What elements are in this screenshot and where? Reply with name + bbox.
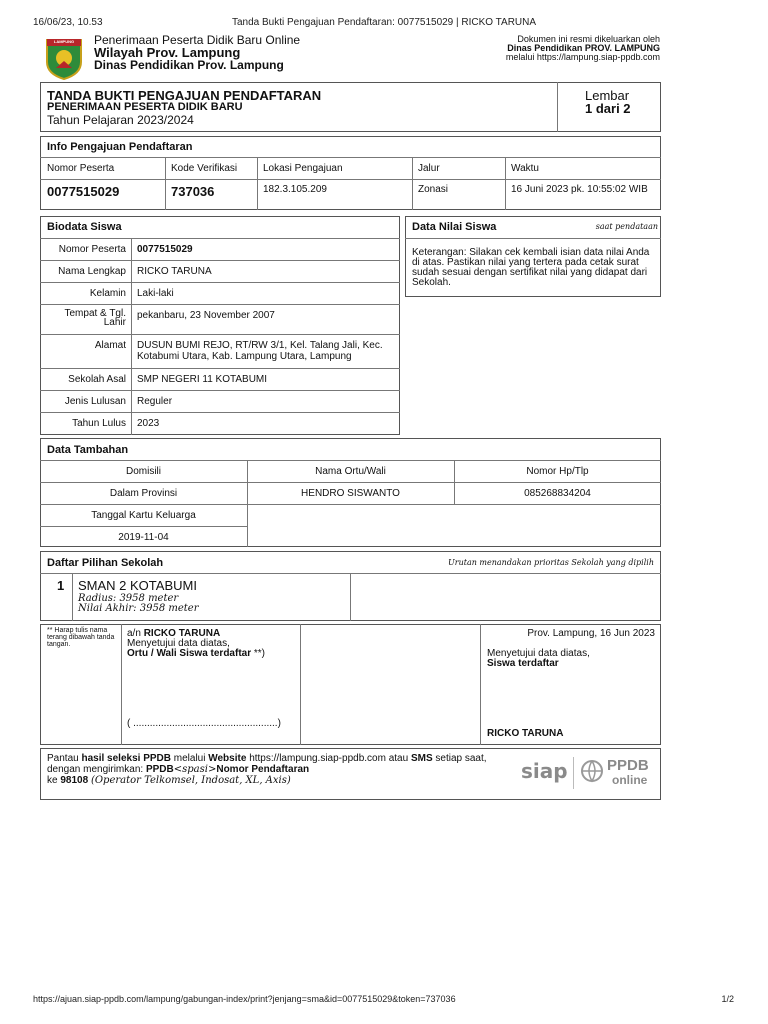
doc-year: Tahun Pelajaran 2023/2024 — [47, 113, 194, 127]
tambahan-heading: Data Tambahan — [47, 444, 129, 456]
siap-logo: siap — [521, 759, 568, 783]
print-datetime: 16/06/23, 10.53 — [33, 17, 103, 28]
info-nomor-value: 0077515029 — [47, 184, 120, 199]
biodata-value-nama: RICKO TARUNA — [137, 266, 212, 277]
footer-info-text: Pantau hasil seleksi PPDB melalui Website https://lampung.siap-ppdb.com atau SMS setiap saat, dengan mengirimkan: PPDB<spasi>Nomor Pendaftaran ke 98108 (Operator Telkomsel, Indosat, XL, Axis) — [47, 753, 487, 786]
tambahan-value-ortu: HENDRO SISWANTO — [301, 488, 400, 499]
info-lokasi-value: 182.3.105.209 — [263, 184, 327, 195]
pilihan-item-school: SMAN 2 KOTABUMI — [78, 578, 197, 593]
biodata-label-alamat: Alamat — [94, 340, 126, 351]
signature-note: ** Harap tulis nama terang dibawah tanda tangan. — [47, 627, 115, 648]
pilihan-item-radius: Radius: 3958 meter — [78, 593, 179, 604]
tambahan-header-ortu: Nama Ortu/Wali — [315, 466, 386, 477]
header-line1: Penerimaan Peserta Didik Baru Online — [94, 33, 301, 47]
biodata-value-sekolah: SMP NEGERI 11 KOTABUMI — [137, 374, 268, 385]
ppdb-globe-icon — [580, 759, 604, 783]
pilihan-item-nilai: Nilai Akhir: 3958 meter — [78, 603, 199, 614]
biodata-value-ttl: pekanbaru, 23 November 2007 — [137, 310, 275, 321]
tambahan-value-hp: 085268834204 — [524, 488, 591, 499]
biodata-heading: Biodata Siswa — [47, 221, 122, 233]
signature-an-name: RICKO TARUNA — [143, 628, 221, 639]
info-header-waktu: Waktu — [511, 163, 539, 174]
info-kode-value: 737036 — [171, 184, 215, 199]
lampung-logo — [44, 36, 84, 80]
info-jalur-value: Zonasi — [418, 184, 449, 195]
biodata-value-lulusan: Reguler — [137, 396, 173, 407]
info-header-lokasi: Lokasi Pengajuan — [263, 163, 343, 174]
signature-place-date: Prov. Lampung, 16 Jun 2023 — [527, 628, 655, 639]
info-header-kode: Kode Verifikasi — [171, 163, 238, 174]
info-header-nomor: Nomor Peserta — [47, 163, 115, 174]
biodata-value-alamat: DUSUN BUMI REJO, RT/RW 3/1, Kel. Talang Jali, Kec. Kotabumi Utara, Kab. Lampung Utara, Lampung — [137, 340, 383, 362]
nilai-note: saat pendataan — [595, 222, 658, 231]
pilihan-note: Urutan menandakan prioritas Sekolah yang dipilih — [448, 558, 654, 567]
tambahan-kk-label: Tanggal Kartu Keluarga — [91, 510, 196, 521]
header-line2: Wilayah Prov. Lampung — [94, 45, 241, 60]
doc-title: TANDA BUKTI PENGAJUAN PENDAFTARAN — [47, 88, 322, 103]
biodata-label-nomor: Nomor Peserta — [58, 244, 126, 255]
doc-subtitle: PENERIMAAN PESERTA DIDIK BARU — [47, 101, 243, 113]
print-footer-page: 1/2 — [721, 994, 734, 1004]
signature-student-label: Siswa terdaftar — [487, 658, 559, 669]
header-right2: Dinas Pendidikan PROV. LAMPUNG — [507, 43, 660, 53]
ppdb-logo: PPDB — [607, 757, 649, 774]
tambahan-header-domisili: Domisili — [126, 466, 161, 477]
ppdb-online-logo: online — [612, 773, 648, 787]
tambahan-value-domisili: Dalam Provinsi — [109, 488, 178, 499]
header-line3: Dinas Pendidikan Prov. Lampung — [94, 58, 284, 72]
signature-parent-mark: **) — [253, 648, 266, 659]
lembar-value: 1 dari 2 — [585, 101, 631, 116]
signature-an-prefix: a/n — [127, 628, 141, 639]
tambahan-kk-value: 2019-11-04 — [118, 532, 169, 543]
print-page-title: Tanda Bukti Pengajuan Pendaftaran: 0077515029 | RICKO TARUNA — [231, 17, 537, 28]
pilihan-item-no: 1 — [57, 578, 65, 593]
logo-text: LAMPUNG — [53, 39, 75, 44]
pilihan-heading: Daftar Pilihan Sekolah — [47, 557, 164, 569]
header-right3: melalui https://lampung.siap-ppdb.com — [505, 52, 660, 62]
biodata-value-kelamin: Laki-laki — [137, 288, 174, 299]
nilai-keterangan: Keterangan: Silakan cek kembali isian data nilai Anda di atas. Pastikan nilai yang tertera pada cetak surat sudah sesuai dengan sertifikat nilai yang didapat dari Sekolah. — [412, 247, 650, 288]
signature-dots: ( ....................................................) — [127, 718, 281, 729]
tambahan-header-hp: Nomor Hp/Tlp — [526, 466, 589, 477]
info-waktu-value: 16 Juni 2023 pk. 10:55:02 WIB — [511, 184, 648, 195]
signature-parent-label: Ortu / Wali Siswa terdaftar — [127, 648, 252, 659]
print-footer-url: https://ajuan.siap-ppdb.com/lampung/gabungan-index/print?jenjang=sma&id=0077515029&token=737036 — [33, 994, 456, 1004]
signature-agree-student: Menyetujui data diatas, — [487, 648, 590, 659]
info-header-jalur: Jalur — [418, 163, 440, 174]
biodata-label-nama: Nama Lengkap — [58, 266, 126, 277]
nilai-heading: Data Nilai Siswa — [412, 221, 497, 233]
header-right1: Dokumen ini resmi dikeluarkan oleh — [517, 34, 660, 44]
biodata-label-kelamin: Kelamin — [89, 288, 126, 299]
biodata-value-nomor: 0077515029 — [137, 244, 193, 255]
biodata-label-sekolah: Sekolah Asal — [68, 374, 126, 385]
info-heading: Info Pengajuan Pendaftaran — [47, 141, 193, 153]
biodata-label-lulusan: Jenis Lulusan — [64, 396, 126, 407]
biodata-label-tahun: Tahun Lulus — [72, 418, 126, 429]
lembar-label: Lembar — [585, 88, 630, 103]
biodata-label-ttl: Tempat & Tgl. Lahir — [64, 308, 126, 328]
biodata-value-tahun: 2023 — [137, 418, 160, 429]
signature-agree-parent: Menyetujui data diatas, — [127, 638, 230, 649]
signature-student-name: RICKO TARUNA — [487, 728, 564, 739]
